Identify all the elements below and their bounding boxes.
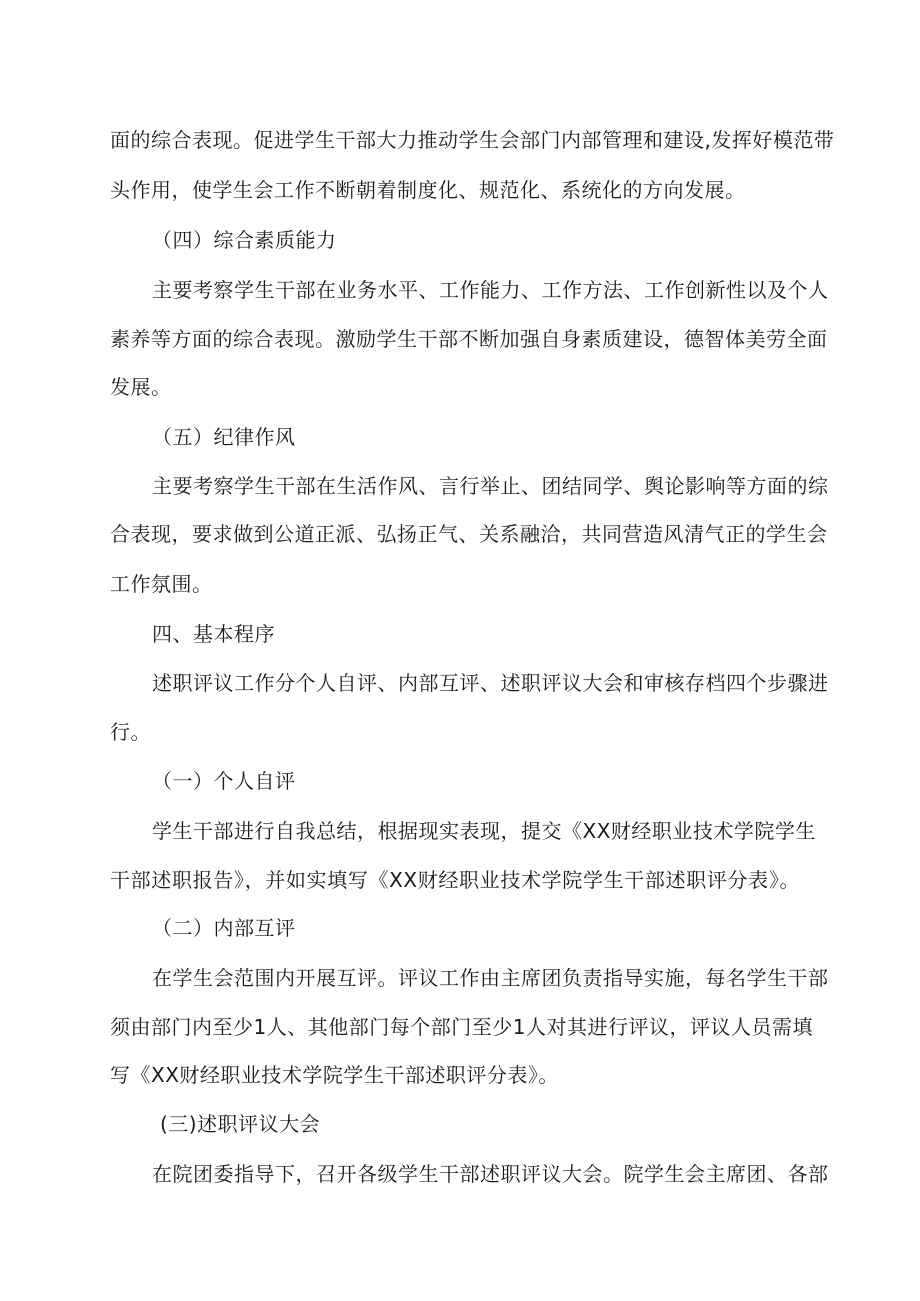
paragraph-line: 干部述职报告》，并如实填写《XX财经职业技术学院学生干部述职评分表》。 xyxy=(110,868,800,892)
paragraph-line: 主要考察学生干部在生活作风、言行举止、团结同学、舆论影响等方面的综 xyxy=(152,474,829,498)
section-heading: 四、基本程序 xyxy=(152,622,275,646)
paragraph-line: 面的综合表现。促进学生干部大力推动学生会部门内部管理和建设,发挥好模范带 xyxy=(110,128,835,152)
paragraph-line: 在学生会范围内开展互评。评议工作由主席团负责指导实施，每名学生干部 xyxy=(152,966,829,990)
section-heading: （四）综合素质能力 xyxy=(152,228,337,252)
paragraph-line: 头作用，使学生会工作不断朝着制度化、规范化、系统化的方向发展。 xyxy=(110,178,746,202)
paragraph-line: 素养等方面的综合表现。激励学生干部不断加强自身素质建设，德智体美劳全面 xyxy=(110,327,828,351)
paragraph-line: 学生干部进行自我总结，根据现实表现，提交《XX财经职业技术学院学生 xyxy=(152,819,816,843)
paragraph-line: 行。 xyxy=(110,720,151,744)
section-heading: （五）纪律作风 xyxy=(152,425,296,449)
section-heading: （一）个人自评 xyxy=(152,769,296,793)
paragraph-line: 合表现，要求做到公道正派、弘扬正气、关系融洽，共同营造风清气正的学生会 xyxy=(110,522,828,546)
paragraph-line: 须由部门内至少1人、其他部门每个部门至少1人对其进行评议，评议人员需填 xyxy=(110,1015,813,1039)
paragraph-line: 工作氛围。 xyxy=(110,572,213,596)
section-heading: (三)述职评议大会 xyxy=(160,1112,321,1136)
paragraph-line: 在院团委指导下，召开各级学生干部述职评议大会。院学生会主席团、各部 xyxy=(152,1162,829,1186)
paragraph-line: 发展。 xyxy=(110,375,172,399)
paragraph-line: 述职评议工作分个人自评、内部互评、述职评议大会和审核存档四个步骤进 xyxy=(152,671,829,695)
section-heading: （二）内部互评 xyxy=(152,916,296,940)
paragraph-line: 写《XX财经职业技术学院学生干部述职评分表》。 xyxy=(110,1063,559,1087)
paragraph-line: 主要考察学生干部在业务水平、工作能力、工作方法、工作创新性以及个人 xyxy=(152,278,829,302)
